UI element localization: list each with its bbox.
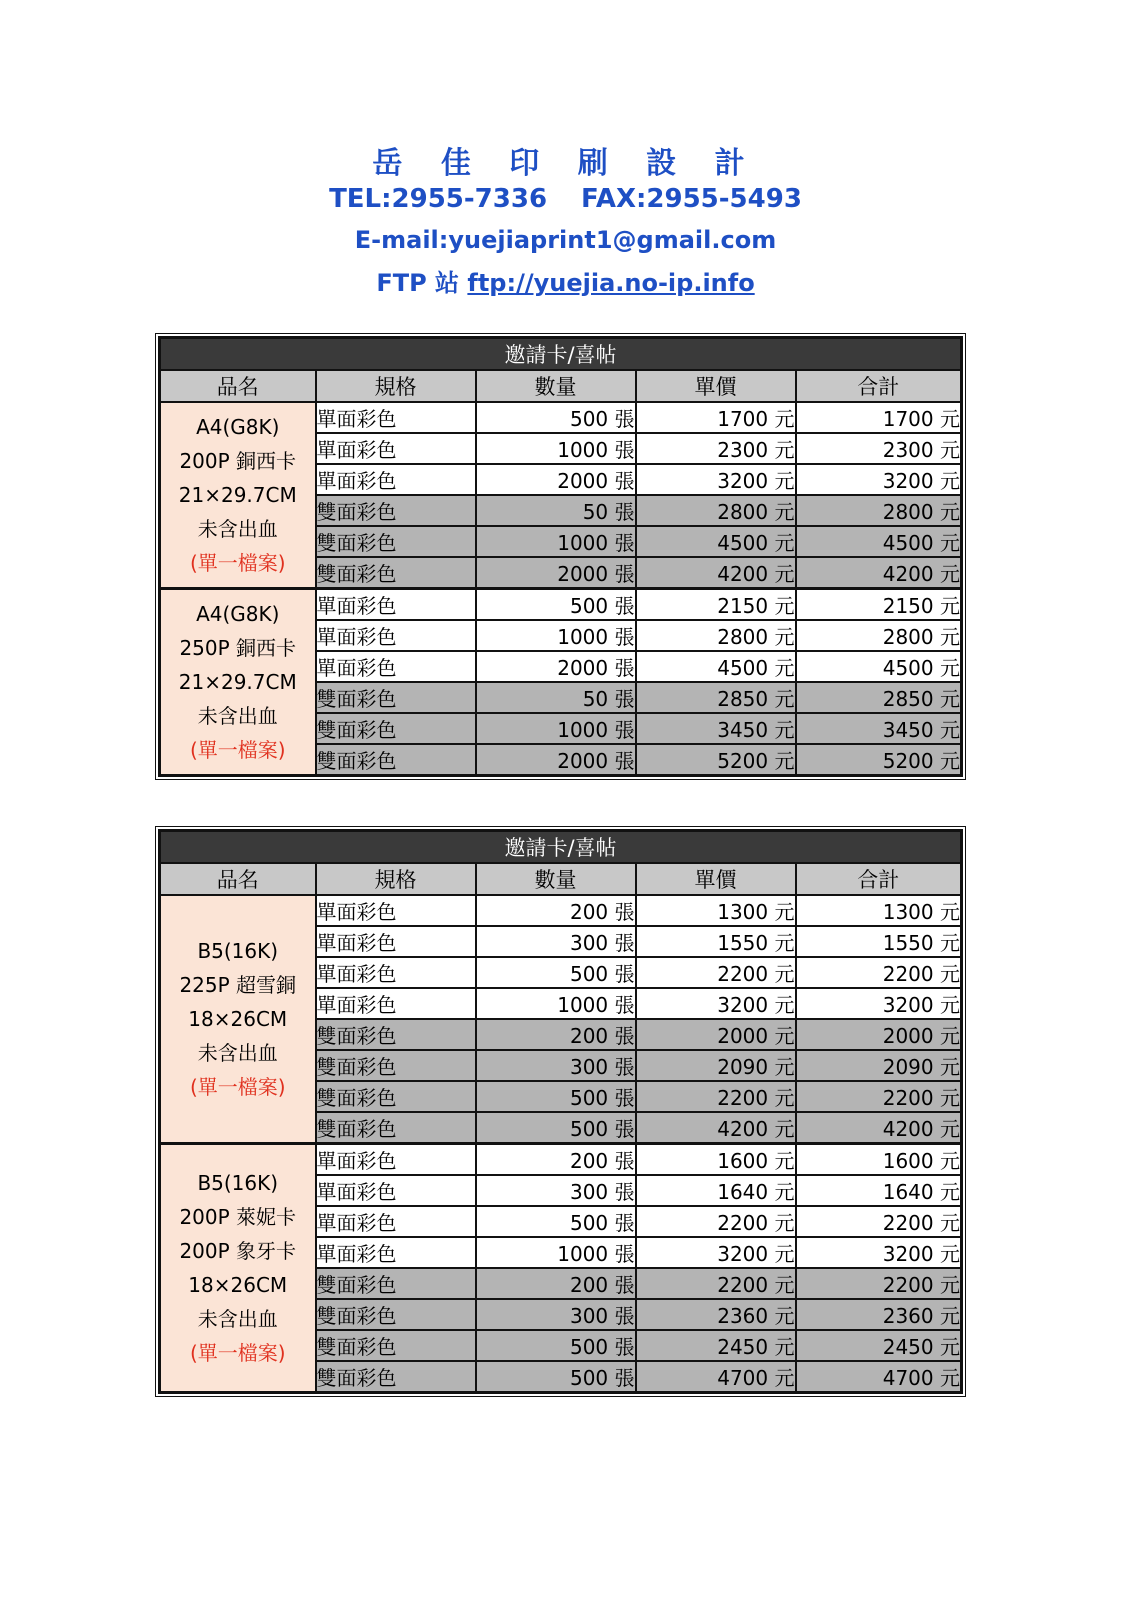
ftp-link[interactable]: ftp://yuejia.no-ip.info [467, 269, 755, 297]
column-header: 規格 [316, 370, 476, 402]
total-cell: 1640 元 [796, 1175, 962, 1206]
unit-price-cell: 2200 元 [636, 957, 796, 988]
unit-price-cell: 2200 元 [636, 1206, 796, 1237]
product-cell [160, 402, 316, 589]
unit-price-cell: 2850 元 [636, 682, 796, 713]
unit-price-cell: 1640 元 [636, 1175, 796, 1206]
quantity-cell: 200 張 [476, 1019, 636, 1050]
table-caption: 邀請卡/喜帖 [160, 338, 962, 371]
spec-cell: 雙面彩色 [316, 713, 476, 744]
single-file-note: (單一檔案) [189, 1341, 286, 1365]
total-cell: 2800 元 [796, 495, 962, 526]
quantity-cell: 2000 張 [476, 557, 636, 589]
table-row [160, 895, 962, 926]
total-cell: 1700 元 [796, 402, 962, 433]
quantity-cell: 50 張 [476, 682, 636, 713]
fax-number: FAX:2955-5493 [581, 184, 802, 214]
spec-cell: 雙面彩色 [316, 1361, 476, 1393]
quantity-cell: 2000 張 [476, 744, 636, 776]
total-cell: 2200 元 [796, 957, 962, 988]
unit-price-cell: 3200 元 [636, 464, 796, 495]
product-line: 200P 象牙卡 [179, 1239, 297, 1263]
quantity-cell: 500 張 [476, 1081, 636, 1112]
product-cell [160, 895, 316, 1144]
quantity-cell: 1000 張 [476, 526, 636, 557]
total-cell: 2150 元 [796, 589, 962, 621]
unit-price-cell: 1600 元 [636, 1144, 796, 1176]
tel-number: TEL:2955-7336 [329, 184, 548, 214]
unit-price-cell: 2200 元 [636, 1081, 796, 1112]
column-header: 合計 [796, 863, 962, 895]
column-header: 規格 [316, 863, 476, 895]
total-cell: 2360 元 [796, 1299, 962, 1330]
unit-price-cell: 4200 元 [636, 1112, 796, 1144]
spec-cell: 雙面彩色 [316, 1050, 476, 1081]
spec-cell: 雙面彩色 [316, 744, 476, 776]
spec-cell: 單面彩色 [316, 957, 476, 988]
product-cell [160, 589, 316, 776]
total-cell: 3450 元 [796, 713, 962, 744]
total-cell: 2850 元 [796, 682, 962, 713]
total-cell: 5200 元 [796, 744, 962, 776]
product-line: A4(G8K) [196, 415, 280, 439]
single-file-note: (單一檔案) [189, 1075, 286, 1099]
product-line: A4(G8K) [196, 602, 280, 626]
unit-price-cell: 2150 元 [636, 589, 796, 621]
column-header: 合計 [796, 370, 962, 402]
total-cell: 4200 元 [796, 557, 962, 589]
unit-price-cell: 5200 元 [636, 744, 796, 776]
quantity-cell: 200 張 [476, 895, 636, 926]
spec-cell: 單面彩色 [316, 1206, 476, 1237]
quantity-cell: 1000 張 [476, 988, 636, 1019]
total-cell: 2200 元 [796, 1081, 962, 1112]
total-cell: 4500 元 [796, 526, 962, 557]
column-header: 數量 [476, 370, 636, 402]
table-row [160, 589, 962, 621]
quantity-cell: 500 張 [476, 402, 636, 433]
total-cell: 3200 元 [796, 464, 962, 495]
unit-price-cell: 2800 元 [636, 495, 796, 526]
column-header: 單價 [636, 370, 796, 402]
spec-cell: 雙面彩色 [316, 1299, 476, 1330]
total-cell: 2200 元 [796, 1268, 962, 1299]
unit-price-cell: 2200 元 [636, 1268, 796, 1299]
column-header: 單價 [636, 863, 796, 895]
total-cell: 4700 元 [796, 1361, 962, 1393]
total-cell: 3200 元 [796, 1237, 962, 1268]
spec-cell: 單面彩色 [316, 988, 476, 1019]
spec-cell: 單面彩色 [316, 402, 476, 433]
product-line: 21×29.7CM [178, 483, 297, 507]
product-line: 250P 銅西卡 [179, 636, 297, 660]
email-address: E-mail:yuejiaprint1@gmail.com [354, 226, 777, 254]
price-table-a4 [158, 336, 963, 777]
product-line: 未含出血 [197, 1307, 278, 1331]
quantity-cell: 500 張 [476, 957, 636, 988]
table-caption: 邀請卡/喜帖 [160, 831, 962, 864]
quantity-cell: 500 張 [476, 1112, 636, 1144]
total-cell: 2300 元 [796, 433, 962, 464]
spec-cell: 單面彩色 [316, 1175, 476, 1206]
quantity-cell: 1000 張 [476, 1237, 636, 1268]
total-cell: 2800 元 [796, 620, 962, 651]
total-cell: 3200 元 [796, 988, 962, 1019]
product-line: 225P 超雪銅 [179, 973, 297, 997]
spec-cell: 雙面彩色 [316, 557, 476, 589]
product-line: 200P 銅西卡 [179, 449, 297, 473]
product-line: 未含出血 [197, 1041, 278, 1065]
quantity-cell: 500 張 [476, 1206, 636, 1237]
unit-price-cell: 2300 元 [636, 433, 796, 464]
unit-price-cell: 2450 元 [636, 1330, 796, 1361]
spec-cell: 單面彩色 [316, 1144, 476, 1176]
table-row [160, 1144, 962, 1176]
spec-cell: 雙面彩色 [316, 1112, 476, 1144]
quantity-cell: 1000 張 [476, 433, 636, 464]
quantity-cell: 500 張 [476, 1330, 636, 1361]
spec-cell: 雙面彩色 [316, 1081, 476, 1112]
spec-cell: 雙面彩色 [316, 526, 476, 557]
spec-cell: 雙面彩色 [316, 1330, 476, 1361]
spec-cell: 單面彩色 [316, 464, 476, 495]
price-table-b5 [158, 829, 963, 1394]
spec-cell: 單面彩色 [316, 589, 476, 621]
column-header: 品名 [160, 863, 316, 895]
spec-cell: 雙面彩色 [316, 495, 476, 526]
table-row [160, 402, 962, 433]
product-cell [160, 1144, 316, 1393]
total-cell: 4500 元 [796, 651, 962, 682]
total-cell: 2200 元 [796, 1206, 962, 1237]
quantity-cell: 50 張 [476, 495, 636, 526]
spec-cell: 單面彩色 [316, 926, 476, 957]
total-cell: 2000 元 [796, 1019, 962, 1050]
quantity-cell: 300 張 [476, 1050, 636, 1081]
quantity-cell: 300 張 [476, 1299, 636, 1330]
total-cell: 1550 元 [796, 926, 962, 957]
unit-price-cell: 3200 元 [636, 988, 796, 1019]
quantity-cell: 300 張 [476, 926, 636, 957]
quantity-cell: 2000 張 [476, 464, 636, 495]
unit-price-cell: 3450 元 [636, 713, 796, 744]
company-name: 岳 佳 印 刷 設 計 [372, 146, 759, 181]
quantity-cell: 200 張 [476, 1268, 636, 1299]
unit-price-cell: 1700 元 [636, 402, 796, 433]
quantity-cell: 200 張 [476, 1144, 636, 1176]
quantity-cell: 1000 張 [476, 620, 636, 651]
column-header: 數量 [476, 863, 636, 895]
total-cell: 2450 元 [796, 1330, 962, 1361]
spec-cell: 單面彩色 [316, 620, 476, 651]
product-line: 21×29.7CM [178, 670, 297, 694]
spec-cell: 單面彩色 [316, 651, 476, 682]
product-line: B5(16K) [197, 1171, 279, 1195]
quantity-cell: 500 張 [476, 1361, 636, 1393]
contact-phone-line [0, 184, 1131, 214]
total-cell: 2090 元 [796, 1050, 962, 1081]
spec-cell: 雙面彩色 [316, 1268, 476, 1299]
spec-cell: 雙面彩色 [316, 1019, 476, 1050]
unit-price-cell: 2360 元 [636, 1299, 796, 1330]
product-line: 未含出血 [197, 704, 278, 728]
unit-price-cell: 2090 元 [636, 1050, 796, 1081]
ftp-label: FTP 站 [376, 269, 460, 297]
unit-price-cell: 1550 元 [636, 926, 796, 957]
unit-price-cell: 2000 元 [636, 1019, 796, 1050]
total-cell: 1300 元 [796, 895, 962, 926]
quantity-cell: 300 張 [476, 1175, 636, 1206]
total-cell: 4200 元 [796, 1112, 962, 1144]
column-header: 品名 [160, 370, 316, 402]
product-line: 18×26CM [188, 1007, 288, 1031]
total-cell: 1600 元 [796, 1144, 962, 1176]
product-line: 未含出血 [197, 517, 278, 541]
single-file-note: (單一檔案) [189, 738, 286, 762]
unit-price-cell: 4200 元 [636, 557, 796, 589]
quantity-cell: 1000 張 [476, 713, 636, 744]
unit-price-cell: 1300 元 [636, 895, 796, 926]
quantity-cell: 500 張 [476, 589, 636, 621]
spec-cell: 單面彩色 [316, 1237, 476, 1268]
product-line: 18×26CM [188, 1273, 288, 1297]
single-file-note: (單一檔案) [189, 551, 286, 575]
product-line: 200P 萊妮卡 [179, 1205, 297, 1229]
unit-price-cell: 4500 元 [636, 526, 796, 557]
spec-cell: 單面彩色 [316, 433, 476, 464]
unit-price-cell: 2800 元 [636, 620, 796, 651]
unit-price-cell: 3200 元 [636, 1237, 796, 1268]
ftp-line [0, 263, 1131, 298]
unit-price-cell: 4500 元 [636, 651, 796, 682]
spec-cell: 單面彩色 [316, 895, 476, 926]
unit-price-cell: 4700 元 [636, 1361, 796, 1393]
quantity-cell: 2000 張 [476, 651, 636, 682]
product-line: B5(16K) [197, 939, 279, 963]
spec-cell: 雙面彩色 [316, 682, 476, 713]
